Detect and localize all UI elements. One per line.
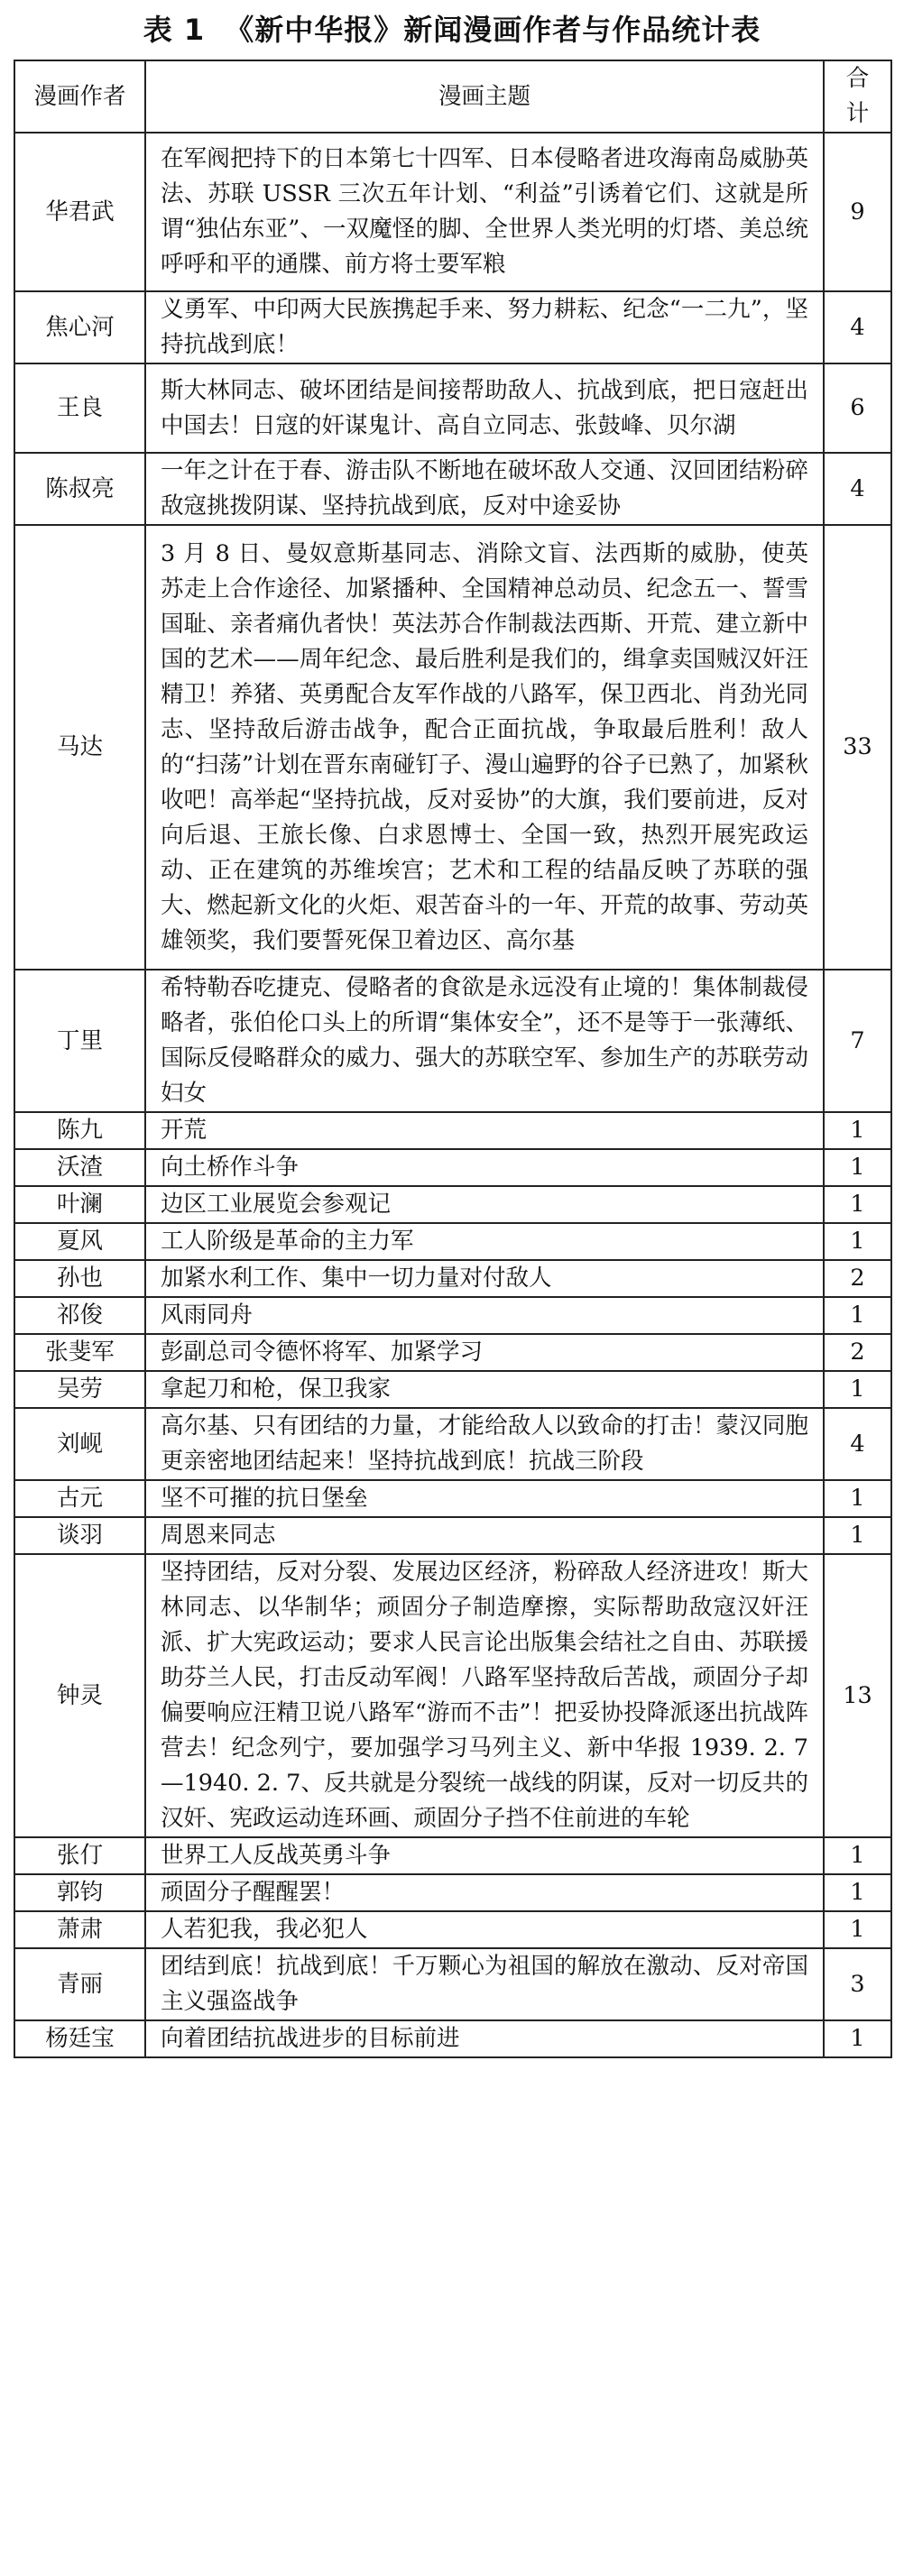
- table-row: [14, 1297, 891, 1334]
- count-cell: 2: [824, 1260, 891, 1297]
- table-row: [14, 1260, 891, 1297]
- topics-cell: 加紧水利工作、集中一切力量对付敌人: [145, 1260, 824, 1297]
- topics-cell: 向着团结抗战进步的目标前进: [145, 2020, 824, 2057]
- author-cell: 夏风: [14, 1223, 145, 1260]
- author-cell: 刘岘: [14, 1408, 145, 1480]
- topics-cell: 顽固分子醒醒罢！: [145, 1874, 824, 1911]
- author-cell: 王良: [14, 363, 145, 453]
- author-cell: 陈九: [14, 1112, 145, 1149]
- table-row: [14, 970, 891, 1112]
- count-cell: 1: [824, 1517, 891, 1554]
- topics-cell: 义勇军、中印两大民族携起手来、努力耕耘、纪念“一二九”，坚持抗战到底！: [145, 291, 824, 363]
- count-cell: 1: [824, 1837, 891, 1874]
- table-row: [14, 1408, 891, 1480]
- table-row: [14, 1112, 891, 1149]
- count-cell: 1: [824, 2020, 891, 2057]
- table-row: [14, 1911, 891, 1948]
- topics-cell: 斯大林同志、破坏团结是间接帮助敌人、抗战到底，把日寇赶出中国去！日寇的奸谋鬼计、高自立同志、张鼓峰、贝尔湖: [145, 363, 824, 453]
- table-row: [14, 453, 891, 525]
- count-cell: 1: [824, 1371, 891, 1408]
- count-cell: 1: [824, 1297, 891, 1334]
- topics-cell: 高尔基、只有团结的力量，才能给敌人以致命的打击！蒙汉同胞更亲密地团结起来！坚持抗战到底！抗战三阶段: [145, 1408, 824, 1480]
- table-row: [14, 1186, 891, 1223]
- count-cell: 9: [824, 133, 891, 291]
- table-row: [14, 1837, 891, 1874]
- topics-cell: 团结到底！抗战到底！千万颗心为祖国的解放在激动、反对帝国主义强盗战争: [145, 1948, 824, 2020]
- count-cell: 1: [824, 1112, 891, 1149]
- author-cell: 张斐军: [14, 1334, 145, 1371]
- table-row: [14, 1948, 891, 2020]
- table-row: [14, 1554, 891, 1837]
- topics-cell: 彭副总司令德怀将军、加紧学习: [145, 1334, 824, 1371]
- count-cell: 2: [824, 1334, 891, 1371]
- table-row: [14, 525, 891, 970]
- header-topics: 漫画主题: [145, 60, 824, 133]
- count-cell: 33: [824, 525, 891, 970]
- count-cell: 1: [824, 1149, 891, 1186]
- table-row: [14, 1223, 891, 1260]
- author-cell: 谈羽: [14, 1517, 145, 1554]
- table-number: 表 1: [143, 13, 206, 47]
- author-cell: 祁俊: [14, 1297, 145, 1334]
- author-cell: 孙也: [14, 1260, 145, 1297]
- table-caption: [0, 0, 904, 60]
- table-row: [14, 363, 891, 453]
- topics-cell: 坚持团结，反对分裂、发展边区经济，粉碎敌人经济进攻！斯大林同志、以华制华；顽固分子制造摩擦，实际帮助敌寇汉奸汪派、扩大宪政运动；要求人民言论出版集会结社之自由、苏联援助芬兰人民，打击反动军阀！八路军坚持敌后苦战，顽固分子却偏要响应汪精卫说八路军“游而不击”！把妥协投降派逐出抗战阵营去！纪念列宁，要加强学习马列主义、新中华报 1939. 2. 7—1940. 2. 7、反共就是分裂统一战线的阴谋，反对一切反共的汉奸、宪政运动连环画、顽固分子挡不住前进的车轮: [145, 1554, 824, 1837]
- topics-cell: 3 月 8 日、曼奴意斯基同志、消除文盲、法西斯的威胁，使英苏走上合作途径、加紧播种、全国精神总动员、纪念五一、誓雪国耻、亲者痛仇者快！英法苏合作制裁法西斯、开荒、建立新中国的艺术——周年纪念、最后胜利是我们的，缉拿卖国贼汉奸汪精卫！养猪、英勇配合友军作战的八路军，保卫西北、肖劲光同志、坚持敌后游击战争，配合正面抗战，争取最后胜利！敌人的“扫荡”计划在晋东南碰钉子、漫山遍野的谷子已熟了，加紧秋收吧！高举起“坚持抗战，反对妥协”的大旗，我们要前进，反对向后退、王旅长像、白求恩博士、全国一致，热烈开展宪政运动、正在建筑的苏维埃宫；艺术和工程的结晶反映了苏联的强大、燃起新文化的火炬、艰苦奋斗的一年、开荒的故事、劳动英雄领奖，我们要誓死保卫着边区、高尔基: [145, 525, 824, 970]
- count-cell: 1: [824, 1223, 891, 1260]
- topics-cell: 坚不可摧的抗日堡垒: [145, 1480, 824, 1517]
- author-cell: 沃渣: [14, 1149, 145, 1186]
- header-author: 漫画作者: [14, 60, 145, 133]
- count-cell: 1: [824, 1480, 891, 1517]
- topics-cell: 开荒: [145, 1112, 824, 1149]
- count-cell: 1: [824, 1874, 891, 1911]
- count-cell: 4: [824, 453, 891, 525]
- author-cell: 张仃: [14, 1837, 145, 1874]
- topics-cell: 一年之计在于春、游击队不断地在破坏敌人交通、汉回团结粉碎敌寇挑拨阴谋、坚持抗战到底，反对中途妥协: [145, 453, 824, 525]
- author-cell: 青丽: [14, 1948, 145, 2020]
- table-title: 《新中华报》新闻漫画作者与作品统计表: [225, 13, 761, 47]
- table-row: [14, 1517, 891, 1554]
- header-row: [14, 60, 891, 133]
- author-cell: 郭钧: [14, 1874, 145, 1911]
- author-cell: 杨廷宝: [14, 2020, 145, 2057]
- author-cell: 萧肃: [14, 1911, 145, 1948]
- table-row: [14, 1149, 891, 1186]
- topics-cell: 世界工人反战英勇斗争: [145, 1837, 824, 1874]
- table-header: [14, 60, 891, 133]
- topics-cell: 希特勒吞吃捷克、侵略者的食欲是永远没有止境的！集体制裁侵略者，张伯伦口头上的所谓“集体安全”，还不是等于一张薄纸、国际反侵略群众的威力、强大的苏联空军、参加生产的苏联劳动妇女: [145, 970, 824, 1112]
- author-cell: 钟灵: [14, 1554, 145, 1837]
- author-cell: 丁里: [14, 970, 145, 1112]
- author-cell: 马达: [14, 525, 145, 970]
- topics-cell: 风雨同舟: [145, 1297, 824, 1334]
- count-cell: 1: [824, 1911, 891, 1948]
- count-cell: 4: [824, 1408, 891, 1480]
- header-count: 合计: [824, 60, 891, 133]
- table-row: [14, 1334, 891, 1371]
- table-row: [14, 133, 891, 291]
- table-row: [14, 291, 891, 363]
- count-cell: 13: [824, 1554, 891, 1837]
- table-row: [14, 1480, 891, 1517]
- table-body: [14, 133, 891, 2057]
- table-row: [14, 2020, 891, 2057]
- topics-cell: 人若犯我，我必犯人: [145, 1911, 824, 1948]
- topics-cell: 工人阶级是革命的主力军: [145, 1223, 824, 1260]
- count-cell: 7: [824, 970, 891, 1112]
- topics-cell: 拿起刀和枪，保卫我家: [145, 1371, 824, 1408]
- author-cell: 古元: [14, 1480, 145, 1517]
- author-cell: 陈叔亮: [14, 453, 145, 525]
- count-cell: 6: [824, 363, 891, 453]
- author-cell: 焦心河: [14, 291, 145, 363]
- count-cell: 3: [824, 1948, 891, 2020]
- author-cell: 华君武: [14, 133, 145, 291]
- topics-cell: 边区工业展览会参观记: [145, 1186, 824, 1223]
- topics-cell: 周恩来同志: [145, 1517, 824, 1554]
- table-row: [14, 1371, 891, 1408]
- author-cell: 吴劳: [14, 1371, 145, 1408]
- count-cell: 1: [824, 1186, 891, 1223]
- table-row: [14, 1874, 891, 1911]
- topics-cell: 向土桥作斗争: [145, 1149, 824, 1186]
- topics-cell: 在军阀把持下的日本第七十四军、日本侵略者进攻海南岛威胁英法、苏联 USSR 三次五年计划、“利益”引诱着它们、这就是所谓“独佔东亚”、一双魔怪的脚、全世界人类光明的灯塔、美总统呼呼和平的通牒、前方将士要军粮: [145, 133, 824, 291]
- cartoon-authors-table: [14, 60, 892, 2058]
- author-cell: 叶澜: [14, 1186, 145, 1223]
- count-cell: 4: [824, 291, 891, 363]
